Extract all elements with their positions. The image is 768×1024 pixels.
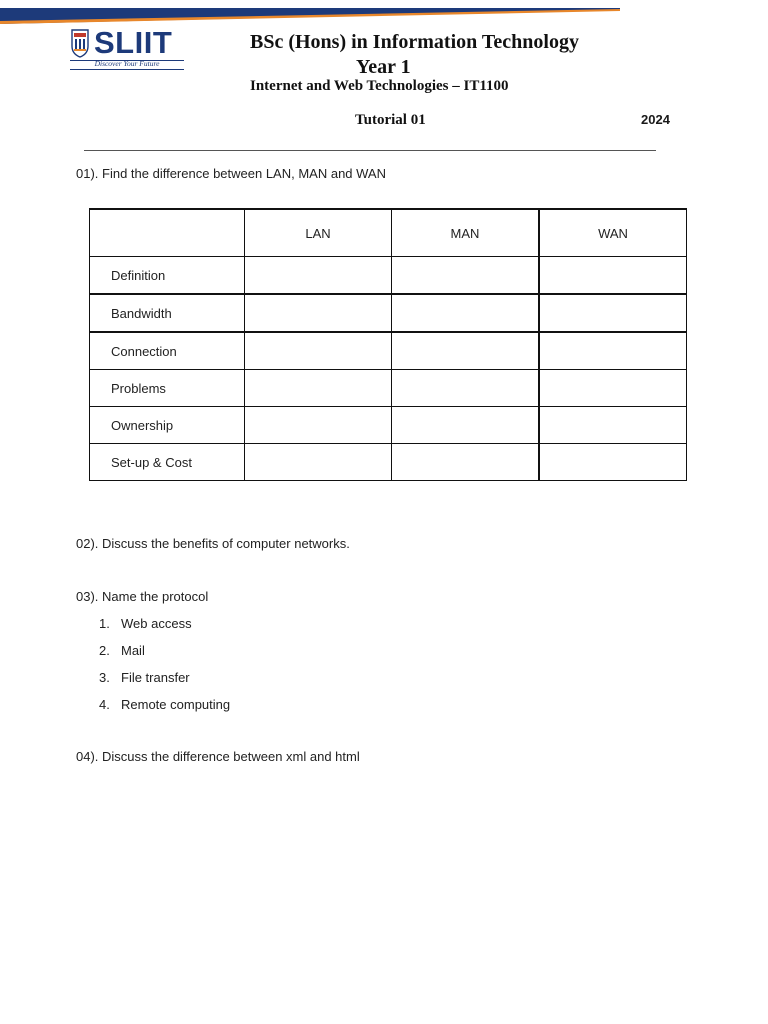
table-cell: [539, 370, 687, 407]
question-2: 02). Discuss the benefits of computer networks.: [76, 536, 350, 551]
list-number: 2.: [99, 643, 110, 658]
table-row: [90, 294, 687, 332]
header-divider: [84, 150, 656, 151]
table-row: [90, 332, 687, 370]
row-label: Problems: [90, 370, 245, 407]
question-4: 04). Discuss the difference between xml and html: [76, 749, 360, 764]
table-row: [90, 370, 687, 407]
question-1: 01). Find the difference between LAN, MAN and WAN: [76, 166, 386, 181]
table-row: [90, 257, 687, 295]
list-item-label: Web access: [121, 616, 192, 631]
row-label: Set-up & Cost: [90, 444, 245, 481]
row-label: Definition: [90, 257, 245, 295]
row-label: Connection: [90, 332, 245, 370]
table-header-cell: WAN: [539, 209, 687, 257]
table-cell: [392, 370, 540, 407]
list-item: [99, 633, 230, 660]
list-number: 3.: [99, 670, 110, 685]
sliit-logo: [70, 26, 186, 70]
list-item-label: File transfer: [121, 670, 190, 685]
header-accent-bar: [0, 0, 620, 24]
table-cell: [392, 257, 540, 295]
year-label: Year 1: [356, 56, 411, 78]
question-3: 03). Name the protocol: [76, 589, 209, 604]
table-row: [90, 444, 687, 481]
academic-year: 2024: [641, 112, 670, 127]
protocol-list: [99, 606, 230, 714]
list-number: 4.: [99, 697, 110, 712]
table-cell: [539, 294, 687, 332]
table-cell: [539, 257, 687, 295]
table-cell: [392, 407, 540, 444]
comparison-table: [89, 208, 687, 481]
table-header-row: [90, 209, 687, 257]
table-cell: [539, 444, 687, 481]
course-title: Internet and Web Technologies – IT1100: [250, 78, 509, 94]
table-cell: [245, 257, 392, 295]
table-cell: [392, 332, 540, 370]
table-cell: [245, 407, 392, 444]
table-header-cell: [90, 209, 245, 257]
table-header-cell: LAN: [245, 209, 392, 257]
program-title: BSc (Hons) in Information Technology: [250, 31, 579, 53]
list-item-label: Mail: [121, 643, 145, 658]
table-header-cell: MAN: [392, 209, 540, 257]
table-cell: [245, 370, 392, 407]
logo-wordmark: SLIIT: [94, 25, 173, 60]
list-item-label: Remote computing: [121, 697, 231, 712]
list-number: 1.: [99, 616, 110, 631]
table-cell: [392, 444, 540, 481]
logo-divider-bottom: [70, 69, 184, 70]
table-cell: [539, 407, 687, 444]
row-label: Bandwidth: [90, 294, 245, 332]
table-row: [90, 407, 687, 444]
table-cell: [245, 332, 392, 370]
tutorial-label: Tutorial 01: [355, 112, 426, 128]
row-label: Ownership: [90, 407, 245, 444]
crest-icon: [70, 28, 90, 58]
list-item: [99, 687, 230, 714]
table-cell: [245, 444, 392, 481]
list-item: [99, 660, 230, 687]
table-cell: [539, 332, 687, 370]
table-cell: [392, 294, 540, 332]
list-item: [99, 606, 230, 633]
logo-tagline: Discover Your Future: [94, 59, 160, 68]
table-cell: [245, 294, 392, 332]
